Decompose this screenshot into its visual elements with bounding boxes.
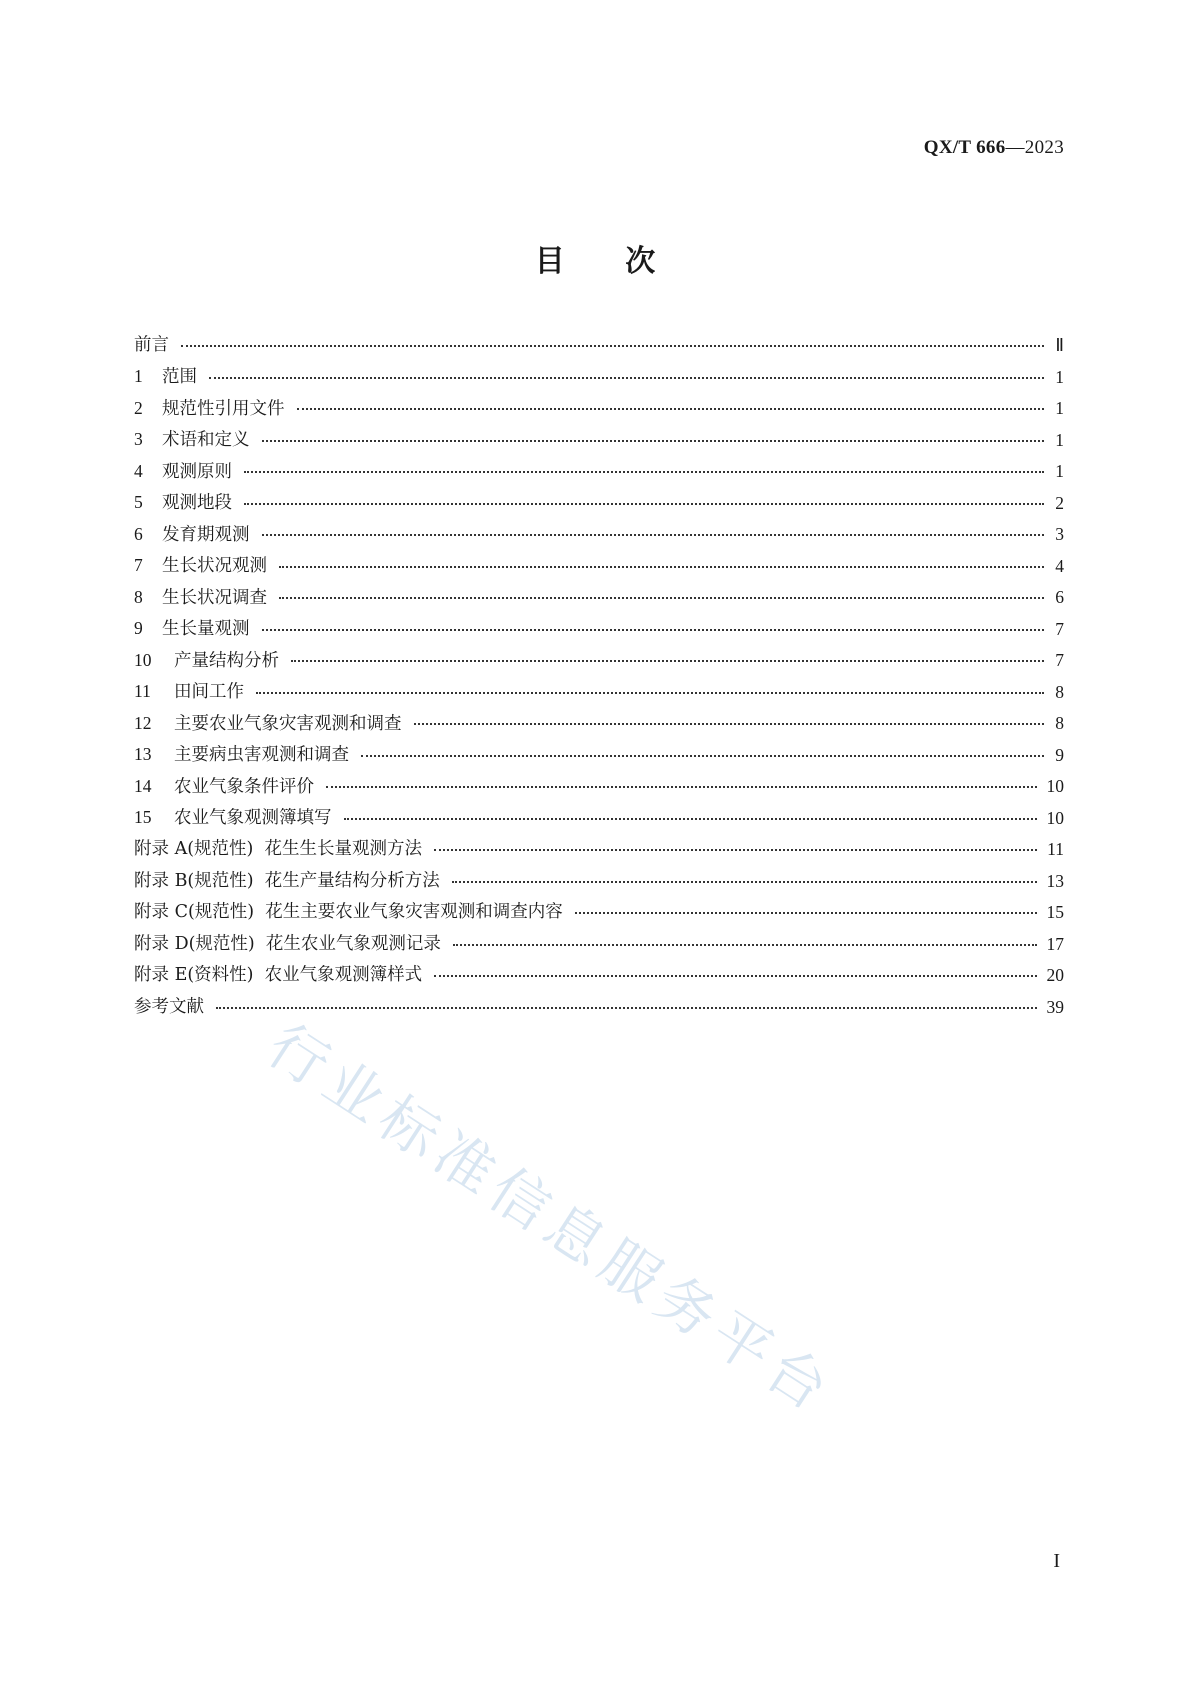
toc-entry-label <box>134 933 441 954</box>
toc-leader-dots <box>244 470 1044 473</box>
toc-entry-title: 农业气象观测簿填写 <box>174 808 332 828</box>
toc-entry[interactable] <box>134 740 1064 772</box>
toc-entry-title: 产量结构分析 <box>174 650 279 671</box>
toc-entry-page: 10 <box>1046 807 1064 828</box>
toc-leader-dots <box>181 344 1044 347</box>
toc-entry-title: 生长状况观测 <box>162 556 267 576</box>
toc-leader-dots <box>414 722 1045 725</box>
toc-leader-dots <box>256 691 1044 694</box>
toc-entry[interactable] <box>134 866 1064 898</box>
toc-entry-title: 生长量观测 <box>162 619 250 639</box>
toc-entry-page: 8 <box>1055 713 1064 733</box>
toc-entry[interactable] <box>134 677 1064 709</box>
toc-entry-number: 7 <box>134 555 143 575</box>
toc-entry-page: 1 <box>1055 398 1064 418</box>
toc-leader-dots <box>326 785 1037 788</box>
toc-entry-title: 观测原则 <box>162 461 232 482</box>
toc-leader-dots <box>434 974 1036 977</box>
toc-entry-label <box>134 809 332 828</box>
toc-leader-dots <box>279 596 1044 599</box>
toc-entry[interactable] <box>134 614 1064 646</box>
toc-entry-page: 11 <box>1047 839 1064 859</box>
toc-entry-label <box>134 904 563 922</box>
toc-entry-number: 12 <box>134 712 152 733</box>
toc-entry[interactable] <box>134 929 1064 961</box>
toc-leader-dots <box>434 848 1037 851</box>
toc-leader-dots <box>262 533 1045 536</box>
toc-entry-label <box>134 523 250 545</box>
toc-entry-label <box>134 431 250 450</box>
toc-entry-page: 8 <box>1055 681 1064 702</box>
toc-entry-number: 15 <box>134 807 152 827</box>
toc-entry-label <box>134 746 349 765</box>
page-number: I <box>1053 1550 1060 1572</box>
toc-entry-title: 范围 <box>162 367 197 387</box>
toc-entry-title: 农业气象条件评价 <box>174 776 314 797</box>
toc-entry-page: 7 <box>1055 618 1064 639</box>
toc-entry-page: 17 <box>1046 933 1064 954</box>
toc-entry-number: 13 <box>134 744 152 764</box>
page-title: 目 次 <box>534 244 656 279</box>
toc-entry-page: 7 <box>1055 650 1064 670</box>
toc-entry-label <box>134 775 314 797</box>
standard-code <box>924 137 1064 159</box>
toc-entry-label <box>134 368 197 387</box>
toc-entry-number: 5 <box>134 492 143 512</box>
toc-entry-label <box>134 870 440 891</box>
toc-entry-page: 10 <box>1046 776 1064 796</box>
toc-entry-label <box>134 996 204 1017</box>
toc-entry[interactable] <box>134 803 1064 835</box>
toc-entry-page: 6 <box>1055 587 1064 607</box>
toc-leader-dots <box>453 943 1037 946</box>
toc-entry-label <box>134 620 250 639</box>
toc-entry-label <box>134 460 232 482</box>
toc-entry-label <box>134 397 285 419</box>
toc-entry-label <box>134 712 402 734</box>
toc-entry-number: 11 <box>134 681 151 701</box>
toc-leader-dots <box>244 502 1044 505</box>
toc-entry-title: 附录 A(规范性) 花生生长量观测方法 <box>134 839 422 859</box>
toc-entry-title: 前言 <box>134 335 169 355</box>
toc-entry-title: 主要农业气象灾害观测和调查 <box>174 713 402 734</box>
toc-entry-title: 术语和定义 <box>162 430 250 450</box>
toc-entry[interactable] <box>134 330 1064 362</box>
toc-entry-label <box>134 494 232 513</box>
watermark: 行业标准信息服务平台 <box>255 1010 847 1428</box>
toc-entry-number: 8 <box>134 586 143 607</box>
toc-entry-page: 13 <box>1046 870 1064 891</box>
standard-code-year: —2023 <box>1005 137 1064 158</box>
toc-entry-number: 14 <box>134 775 152 796</box>
toc-entry-page: 20 <box>1046 965 1064 985</box>
toc-entry[interactable] <box>134 645 1064 677</box>
toc-entry-number: 1 <box>134 366 143 386</box>
toc-entry-number: 6 <box>134 523 143 544</box>
toc-entry-number: 2 <box>134 397 143 418</box>
toc-entry-title: 附录 D(规范性) 花生农业气象观测记录 <box>134 933 441 954</box>
toc-entry-page: 9 <box>1055 744 1064 765</box>
toc-entry[interactable] <box>134 362 1064 394</box>
toc-leader-dots <box>216 1006 1037 1009</box>
toc-entry-title: 田间工作 <box>174 682 244 702</box>
toc-entry[interactable] <box>134 488 1064 520</box>
toc-entry[interactable] <box>134 708 1064 740</box>
toc-entry-number: 9 <box>134 618 143 638</box>
toc-entry-number: 3 <box>134 429 143 449</box>
toc-entry-title: 生长状况调查 <box>162 587 267 608</box>
toc-entry-page: 15 <box>1046 902 1064 922</box>
toc-entry[interactable] <box>134 456 1064 488</box>
toc-leader-dots <box>262 628 1045 631</box>
toc-entry[interactable] <box>134 992 1064 1024</box>
standard-code-number: QX/T 666 <box>923 137 1006 158</box>
toc-entry-label <box>134 586 267 608</box>
toc-entry-title: 发育期观测 <box>162 524 250 545</box>
toc-leader-dots <box>279 565 1044 568</box>
toc-entry-number: 10 <box>134 649 152 670</box>
toc-entry-label <box>134 649 279 671</box>
toc-entry[interactable] <box>134 771 1064 803</box>
toc-entry[interactable] <box>134 551 1064 583</box>
toc-entry-page: 1 <box>1055 366 1064 387</box>
table-of-contents <box>134 330 1064 1023</box>
toc-leader-dots <box>361 754 1044 757</box>
toc-leader-dots <box>575 911 1037 914</box>
toc-leader-dots <box>297 407 1045 410</box>
toc-entry-label <box>134 683 244 702</box>
toc-entry-title: 主要病虫害观测和调查 <box>174 745 349 765</box>
toc-entry-page: 2 <box>1055 492 1064 513</box>
toc-entry[interactable] <box>134 393 1064 425</box>
toc-entry-page: 1 <box>1055 461 1064 481</box>
toc-entry[interactable] <box>134 425 1064 457</box>
toc-entry-page: Ⅱ <box>1055 335 1064 355</box>
toc-leader-dots <box>452 880 1037 883</box>
toc-entry-label <box>134 967 422 985</box>
toc-entry-page: 3 <box>1055 524 1064 544</box>
toc-leader-dots <box>291 659 1044 662</box>
toc-entry[interactable] <box>134 897 1064 929</box>
toc-entry[interactable] <box>134 519 1064 551</box>
toc-entry-label <box>134 841 422 859</box>
toc-entry-page: 39 <box>1046 996 1064 1017</box>
toc-entry-title: 参考文献 <box>134 996 204 1017</box>
toc-entry[interactable] <box>134 960 1064 992</box>
toc-entry-number: 4 <box>134 460 143 481</box>
toc-entry-title: 观测地段 <box>162 493 232 513</box>
toc-entry-title: 附录 C(规范性) 花生主要农业气象灾害观测和调查内容 <box>134 902 563 922</box>
toc-entry-title: 附录 E(资料性) 农业气象观测簿样式 <box>134 965 423 985</box>
toc-leader-dots <box>344 817 1037 820</box>
toc-entry[interactable] <box>134 582 1064 614</box>
toc-leader-dots <box>262 439 1045 442</box>
toc-entry-label <box>134 337 169 355</box>
toc-entry-page: 1 <box>1055 429 1064 450</box>
toc-entry-page: 4 <box>1055 555 1064 576</box>
toc-entry[interactable] <box>134 834 1064 866</box>
toc-entry-title: 附录 B(规范性) 花生产量结构分析方法 <box>134 870 440 891</box>
toc-leader-dots <box>209 376 1044 379</box>
toc-entry-title: 规范性引用文件 <box>162 398 285 419</box>
toc-entry-label <box>134 557 267 576</box>
